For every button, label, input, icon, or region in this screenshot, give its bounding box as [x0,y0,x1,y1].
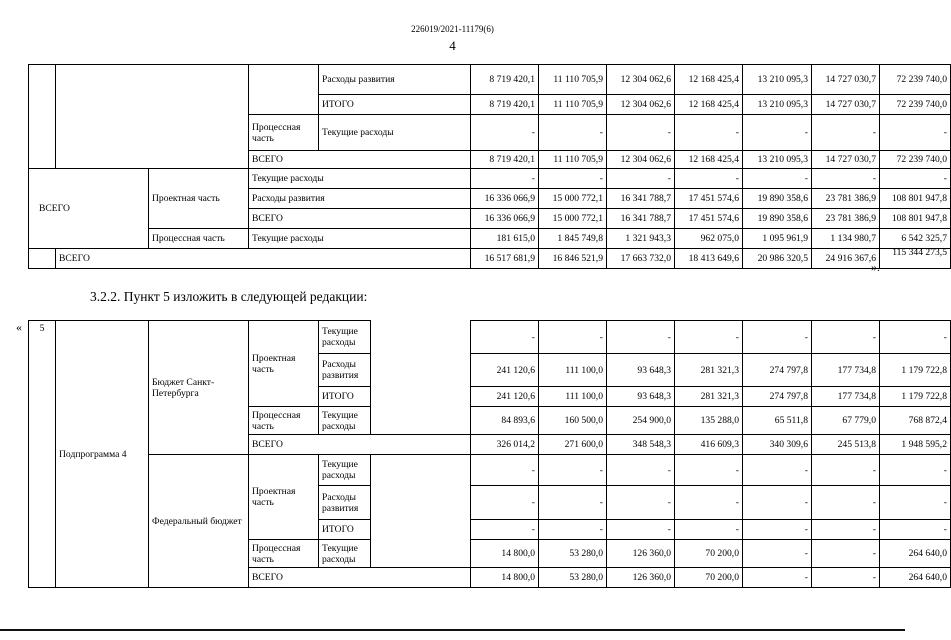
value-cell: 14 800,0 [471,540,539,568]
value-cell: 1 179 722,8 [880,354,951,387]
value-cell: 768 872,4 [880,407,951,435]
value-cell: 11 110 705,9 [539,95,607,115]
value-cell: - [812,321,880,354]
cell-blank [29,249,56,269]
group-label: Проектная часть [249,455,319,540]
value-cell: 11 110 705,9 [539,65,607,95]
value-cell: - [743,540,812,568]
row-label: Расходы развития [319,354,371,387]
value-cell: 14 727 030,7 [812,151,880,169]
row-label: Расходы развития [319,65,471,95]
value-cell: - [675,169,743,189]
table-row [29,65,951,95]
value-cell: 13 210 095,3 [743,95,812,115]
value-cell: 12 304 062,6 [607,151,675,169]
value-cell: 135 288,0 [675,407,743,435]
value-cell: 241 120,6 [471,354,539,387]
row-label: ИТОГО [319,520,371,540]
value-cell: 1 845 749,8 [539,229,607,249]
value-cell: - [675,520,743,540]
value-cell: - [675,321,743,354]
group-label: Проектная часть [149,169,249,229]
value-cell: 281 321,3 [675,387,743,407]
value-cell: 126 360,0 [607,568,675,588]
value-cell: - [539,486,607,520]
value-cell: 67 779,0 [812,407,880,435]
value-cell: - [471,169,539,189]
value-cell: 19 890 358,6 [743,189,812,209]
budget-table-1 [28,64,951,269]
value-cell: - [880,321,951,354]
group-label: Процессная часть [249,115,319,151]
page-edge-line [0,629,905,631]
cell-blank [371,520,471,540]
value-cell: - [743,568,812,588]
value-cell: 274 797,8 [743,354,812,387]
value-cell: 15 000 772,1 [539,189,607,209]
value-cell: - [812,455,880,486]
cell-blank [371,387,471,407]
row-label: ВСЕГО [56,249,471,269]
document-code: 226019/2021-11179(6) [411,24,494,34]
value-cell: - [471,455,539,486]
value-cell: 19 890 358,6 [743,209,812,229]
value-cell: 340 309,6 [743,435,812,455]
item-number: 5 [29,321,56,588]
value-cell: - [743,520,812,540]
value-cell: 108 801 947,8 [880,209,951,229]
cell-blank [371,407,471,435]
opening-quote: « [16,320,22,334]
value-cell: 108 801 947,8 [880,189,951,209]
value-cell: 16 517 681,9 [471,249,539,269]
value-cell: 8 719 420,1 [471,95,539,115]
value-cell: 8 719 420,1 [471,151,539,169]
value-cell: 13 210 095,3 [743,151,812,169]
value-cell: - [880,520,951,540]
value-cell: 12 304 062,6 [607,95,675,115]
page-number: 4 [449,38,456,53]
value-cell: 111 100,0 [539,354,607,387]
value-cell: 14 727 030,7 [812,65,880,95]
value-cell: - [743,169,812,189]
value-cell: 17 451 574,6 [675,189,743,209]
value-cell: 326 014,2 [471,435,539,455]
value-cell: - [812,115,880,151]
value-cell: - [607,486,675,520]
value-cell: 93 648,3 [607,387,675,407]
value-cell: 281 321,3 [675,354,743,387]
value-cell: 126 360,0 [607,540,675,568]
value-cell: - [743,115,812,151]
value-cell: - [880,486,951,520]
value-cell: 111 100,0 [539,387,607,407]
value-cell: - [675,486,743,520]
value-cell: - [539,520,607,540]
value-cell: 12 168 425,4 [675,151,743,169]
row-label: Расходы развития [319,486,371,520]
value-cell: 241 120,6 [471,387,539,407]
value-cell: - [539,169,607,189]
value-cell: - [743,455,812,486]
value-cell: - [471,321,539,354]
value-cell: 13 210 095,3 [743,65,812,95]
table-row [29,229,951,249]
value-cell: 16 341 788,7 [607,189,675,209]
value-cell: 18 413 649,6 [675,249,743,269]
value-cell: 16 336 066,9 [471,189,539,209]
value-cell: 72 239 740,0 [880,151,951,169]
value-cell: - [607,321,675,354]
value-cell: 348 548,3 [607,435,675,455]
value-cell: 12 168 425,4 [675,95,743,115]
row-label: Текущие расходы [319,407,371,435]
group-label: Процессная часть [149,229,249,249]
amendment-paragraph: 3.2.2. Пункт 5 изложить в следующей редакции: [90,289,368,304]
cell-blank [371,486,471,520]
row-label: ИТОГО [319,95,471,115]
value-cell: 177 734,8 [812,354,880,387]
value-cell: 16 341 788,7 [607,209,675,229]
value-cell: 23 781 386,9 [812,209,880,229]
value-cell: - [880,169,951,189]
cell-blank [29,65,56,169]
row-label: ВСЕГО [249,435,471,455]
value-cell: 23 781 386,9 [812,189,880,209]
value-cell: 1 095 961,9 [743,229,812,249]
value-cell: 271 600,0 [539,435,607,455]
value-cell: - [539,455,607,486]
value-cell: - [880,115,951,151]
value-cell: 17 451 574,6 [675,209,743,229]
value-cell: 12 304 062,6 [607,65,675,95]
group-label: Процессная часть [249,407,319,435]
value-cell: - [743,321,812,354]
value-cell: - [812,486,880,520]
value-cell: 1 179 722,8 [880,387,951,407]
value-cell: 1 321 943,3 [607,229,675,249]
value-cell: - [812,568,880,588]
value-cell: 16 846 521,9 [539,249,607,269]
value-cell: 14 727 030,7 [812,95,880,115]
grand-total-value: 115 344 273,5 [892,247,947,258]
value-cell: 16 336 066,9 [471,209,539,229]
table-row [29,249,951,269]
value-cell: - [607,520,675,540]
value-cell: 70 200,0 [675,568,743,588]
value-cell: 177 734,8 [812,387,880,407]
row-label: Текущие расходы [319,455,371,486]
budget-table-2 [28,320,951,588]
cell-blank [249,65,319,115]
subprogram-label: Подпрограмма 4 [56,321,149,588]
value-cell: - [607,115,675,151]
value-cell: - [607,455,675,486]
value-cell: 6 542 325,7 [880,229,951,249]
value-cell: 254 900,0 [607,407,675,435]
value-cell: - [675,115,743,151]
value-cell: - [471,486,539,520]
value-cell: 181 615,0 [471,229,539,249]
value-cell: 53 280,0 [539,568,607,588]
value-cell: 93 648,3 [607,354,675,387]
row-label: Текущие расходы [319,115,471,151]
row-label: Текущие расходы [249,169,471,189]
value-cell: 160 500,0 [539,407,607,435]
cell-blank [371,540,471,568]
value-cell: - [607,169,675,189]
row-label: Текущие расходы [319,321,371,354]
value-cell: 84 893,6 [471,407,539,435]
value-cell: 245 513,8 [812,435,880,455]
value-cell: 1 134 980,7 [812,229,880,249]
cell-blank [371,455,471,486]
row-label: ВСЕГО [249,568,471,588]
value-cell: 14 800,0 [471,568,539,588]
row-label: Текущие расходы [249,229,471,249]
funding-source-label: Федеральный бюджет [149,455,249,588]
value-cell: - [539,321,607,354]
value-cell: - [812,540,880,568]
value-cell: 11 110 705,9 [539,151,607,169]
value-cell: 53 280,0 [539,540,607,568]
value-cell: 72 239 740,0 [880,65,951,95]
table-row [29,455,951,486]
value-cell: 8 719 420,1 [471,65,539,95]
value-cell: 20 986 320,5 [743,249,812,269]
value-cell: - [812,520,880,540]
value-cell: 962 075,0 [675,229,743,249]
row-label: Текущие расходы [319,540,371,568]
value-cell: - [471,115,539,151]
value-cell: 416 609,3 [675,435,743,455]
total-group-label: ВСЕГО [29,169,149,249]
value-cell: - [880,455,951,486]
cell-blank [371,354,471,387]
value-cell: - [539,115,607,151]
cell-blank [56,65,249,169]
value-cell: - [675,455,743,486]
value-cell: 70 200,0 [675,540,743,568]
value-cell [880,249,951,269]
table-row [29,169,951,189]
value-cell: 264 640,0 [880,540,951,568]
row-label: Расходы развития [249,189,471,209]
value-cell: 1 948 595,2 [880,435,951,455]
value-cell: 274 797,8 [743,387,812,407]
value-cell: 15 000 772,1 [539,209,607,229]
value-cell: 24 916 367,6 [812,249,880,269]
group-label: Процессная часть [249,540,319,568]
funding-source-label: Бюджет Санкт-Петербурга [149,321,249,455]
value-cell: - [743,486,812,520]
value-cell: - [812,169,880,189]
value-cell: 65 511,8 [743,407,812,435]
table-row [29,321,951,354]
value-cell: 72 239 740,0 [880,95,951,115]
group-label: Проектная часть [249,321,319,407]
value-cell: 12 168 425,4 [675,65,743,95]
value-cell: 17 663 732,0 [607,249,675,269]
row-label: ВСЕГО [249,151,471,169]
row-label: ИТОГО [319,387,371,407]
row-label: ВСЕГО [249,209,471,229]
cell-blank [371,321,471,354]
value-cell: 264 640,0 [880,568,951,588]
value-cell: - [471,520,539,540]
closing-quote: ». [871,260,880,274]
